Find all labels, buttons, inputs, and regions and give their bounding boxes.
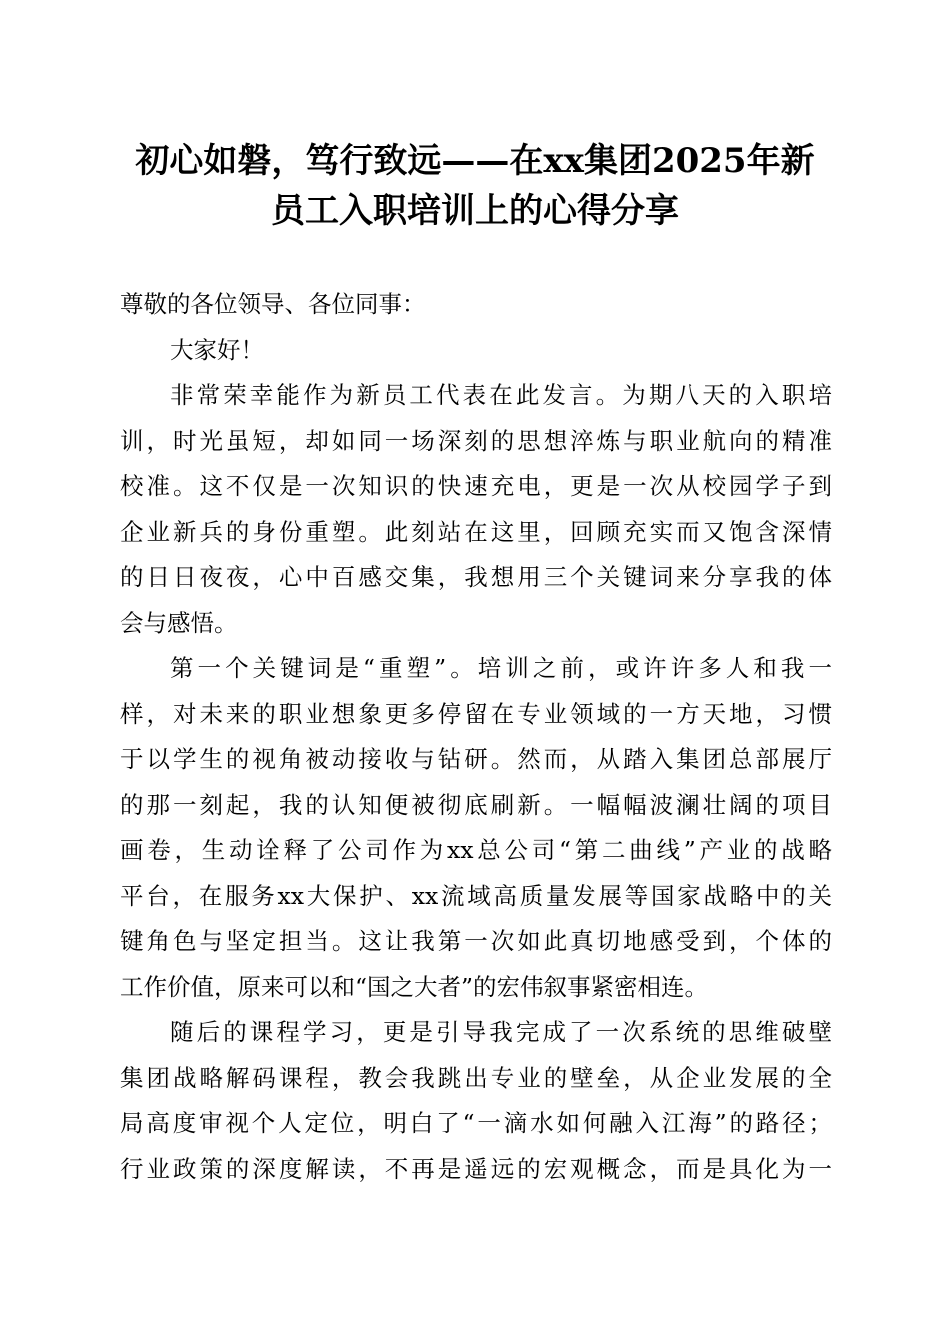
paragraph-line: 于以学生的视角被动接收与钻研。然而，从踏入集团总部展厅: [120, 745, 832, 773]
paragraph-line: 第一个关键词是“重塑”。培训之前，或许许多人和我一: [170, 654, 832, 682]
paragraph-line: 样，对未来的职业想象更多停留在专业领域的一方天地，习惯: [120, 699, 832, 728]
paragraph-line: 会与感悟。: [120, 608, 238, 637]
paragraph-line: 随后的课程学习，更是引导我完成了一次系统的思维破壁: [170, 1018, 832, 1046]
paragraph-line: 非常荣幸能作为新员工代表在此发言。为期八天的入职培: [170, 381, 832, 409]
title-line-2: 员工入职培训上的心得分享: [271, 191, 679, 231]
greeting: 大家好！: [170, 335, 264, 364]
paragraph-line: 平台，在服务xx大保护、xx流域高质量发展等国家战略中的关: [120, 881, 832, 910]
paragraph-1: [120, 373, 832, 646]
paragraph-line: 键角色与坚定担当。这让我第一次如此真切地感受到，个体的: [120, 927, 832, 955]
document-body: [120, 282, 832, 1192]
paragraph-line: 的那一刻起，我的认知便被彻底刷新。一幅幅波澜壮阔的项目: [120, 790, 832, 819]
paragraph-line: 企业新兵的身份重塑。此刻站在这里，回顾充实而又饱含深情: [120, 517, 832, 546]
paragraph-3: [120, 1010, 832, 1192]
salutation: 尊敬的各位领导、各位同事：: [120, 290, 426, 318]
paragraph-line: 工作价值，原来可以和“国之大者”的宏伟叙事紧密相连。: [120, 972, 709, 1001]
paragraph-line: 训，时光虽短，却如同一场深刻的思想淬炼与职业航向的精准: [120, 426, 832, 455]
paragraph-line: 的日日夜夜，心中百感交集，我想用三个关键词来分享我的体: [120, 563, 832, 591]
title-line-1: 初心如磐，笃行致远——在xx集团2025年新: [135, 141, 815, 181]
document-title: [110, 136, 840, 236]
paragraph-line: 校准。这不仅是一次知识的快速充电，更是一次从校园学子到: [120, 472, 832, 500]
paragraph-2: [120, 646, 832, 1010]
paragraph-line: 行业政策的深度解读，不再是遥远的宏观概念，而是具化为一: [120, 1154, 832, 1183]
paragraph-line: 集团战略解码课程，教会我跳出专业的壁垒，从企业发展的全: [120, 1063, 832, 1092]
paragraph-line: 局高度审视个人定位，明白了“一滴水如何融入江海”的路径；: [120, 1109, 832, 1137]
paragraph-line: 画卷，生动诠释了公司作为xx总公司“第二曲线”产业的战略: [120, 836, 832, 864]
